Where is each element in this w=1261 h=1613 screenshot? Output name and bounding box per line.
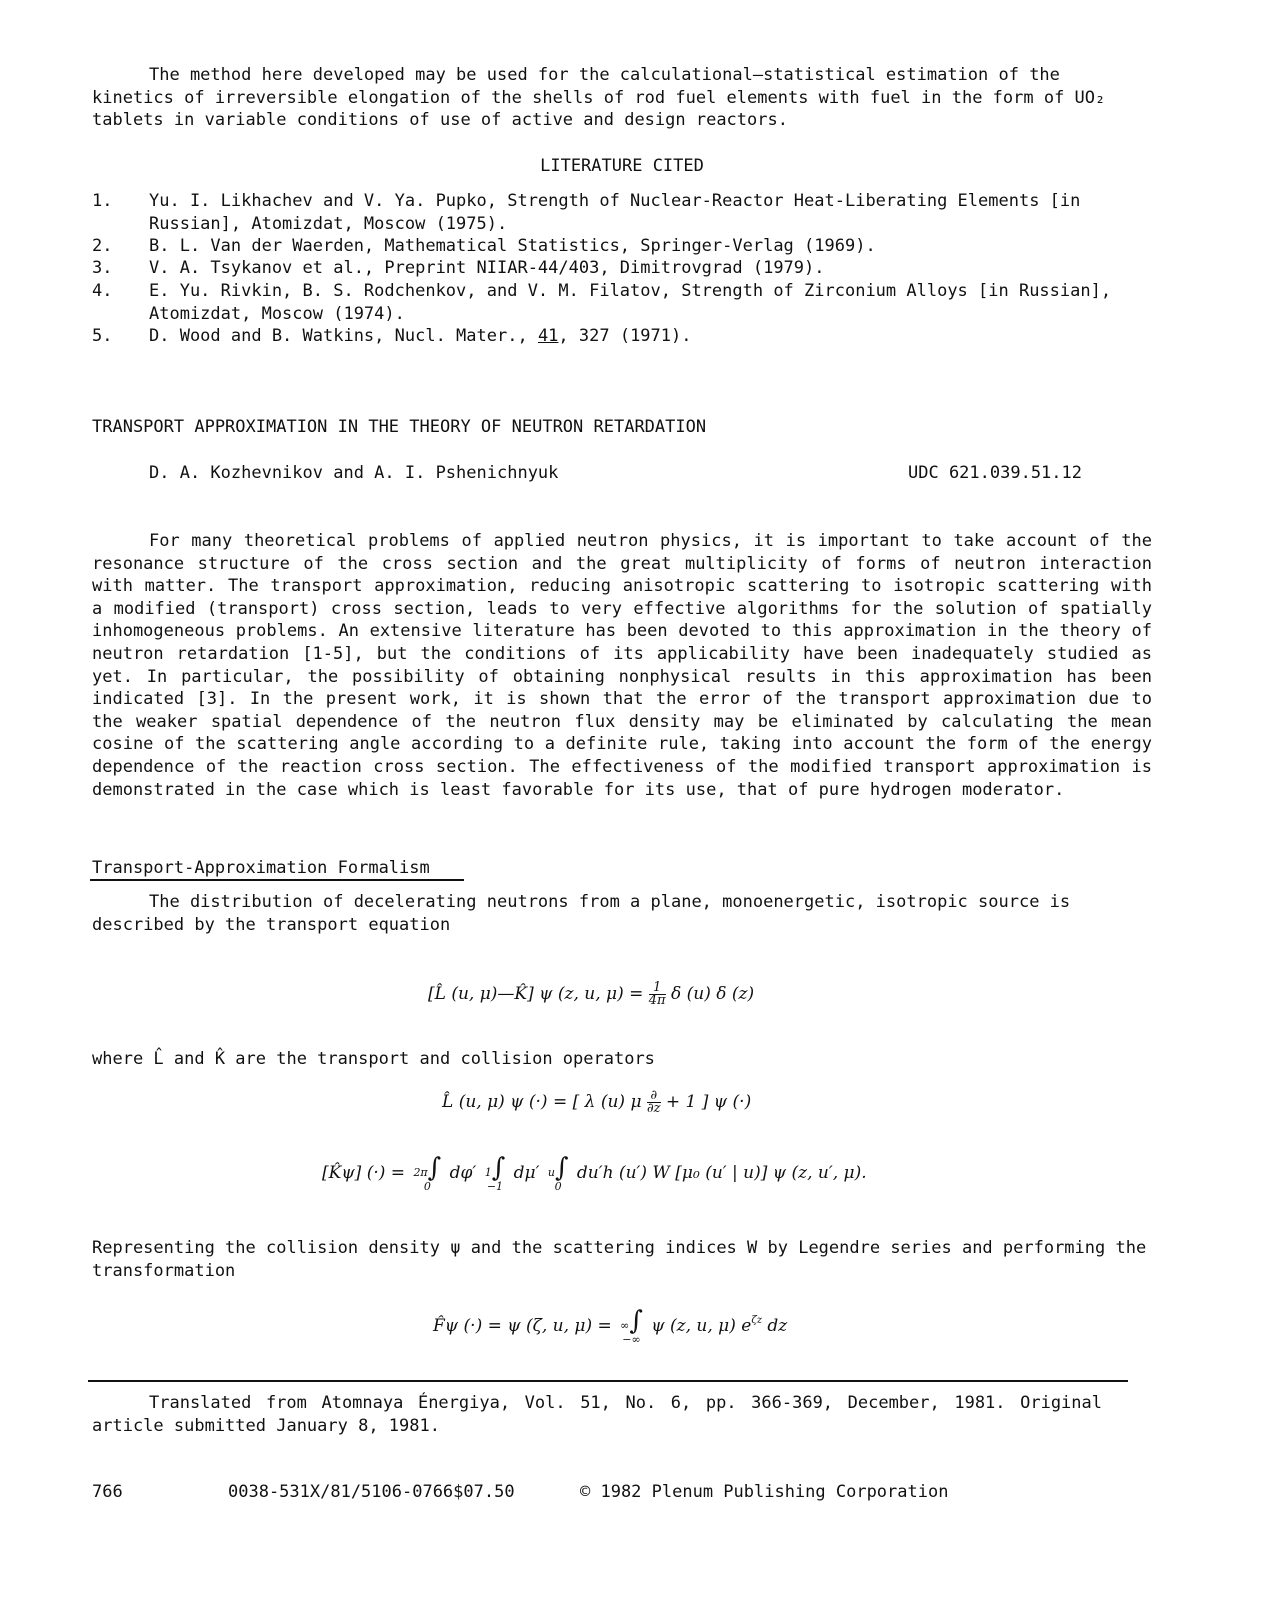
reference-volume: 41 [537,326,559,346]
integral-z: ∞∫ −∞ [620,1306,643,1346]
udc-code: UDC 621.039.51.12 [908,463,1082,483]
paragraph-operators: where L̂ and K̂ are the transport and collision operators [92,1049,655,1069]
reference-text: B. L. Van der Waerden, Mathematical Statistics, Springer-Verlag (1969). [149,236,876,256]
copyright: © 1982 Plenum Publishing Corporation [580,1482,949,1502]
paragraph-transport-equation: The distribution of decelerating neutrons from a plane, monoenergetic, isotropic source is described by the transport equation [92,892,1071,935]
reference-number: 4. [92,281,113,301]
reference-number: 5. [92,326,113,346]
article-code: 0038-531X/81/5106-0766$07.50 [228,1482,515,1502]
section-heading: Transport-Approximation Formalism [92,858,430,878]
reference-number: 3. [92,258,113,278]
footnote-rule [88,1380,1128,1382]
integral-phi: 2π∫ 0 [413,1153,442,1193]
reference-number: 2. [92,236,113,256]
integral-u: u∫ 0 [547,1153,569,1193]
fraction: $\frac{1}{4\pi}$ [648,980,666,1008]
page-number: 766 [92,1482,123,1502]
translation-note: Translated from Atomnaya Énergiya, Vol. 51, No. 6, pp. 366-369, December, 1981. Original article submitted January 8, 1981. [92,1393,1102,1436]
reference-text: D. Wood and B. Watkins, Nucl. Mater., 41, 327 (1971). [149,326,692,346]
reference-text: V. A. Tsykanov et al., Preprint NIIAR-44/403, Dimitrovgrad (1979). [149,258,825,278]
equation-collision-operator: [K̂ψ] (·) = 2π∫ 0 dφ′ 1∫ −1 dμ′ u∫ 0 du′h (u′) W [μ₀ (u′ | u)] ψ (z, u′, μ). [322,1153,867,1193]
intro-paragraph: The method here developed may be used for the calculational—statistical estimation of the kinetics of irreversible elongation of the shells of rod fuel elements with fuel in the form of UO₂ tablets in variable conditions of use of active and design reactors. [92,65,1106,131]
article-authors: D. A. Kozhevnikov and A. I. Pshenichnyuk [149,463,559,483]
paragraph-legendre: Representing the collision density ψ and the scattering indices W by Legendre series and performing the transformation [92,1238,1147,1281]
reference-text: E. Yu. Rivkin, B. S. Rodchenkov, and V. M. Filatov, Strength of Zirconium Alloys [in Russian], Atomizdat, Moscow (1974). [149,281,1112,324]
equation-transport-operator: L̂ (u, μ) ψ (·) = [ λ (u) μ $\frac{\partial}{\partial z}$ + 1 ] ψ (·) [442,1088,752,1116]
equation-transport: [L̂ (u, μ)—K̂] ψ (z, u, μ) = $\frac{1}{4\pi}$ δ (u) δ (z) [428,980,755,1008]
abstract-paragraph: For many theoretical problems of applied neutron physics, it is important to take account of the resonance structure of the cross section and the great multiplicity of forms of neutron interaction with matter. The transport approximation, reducing anisotropic scattering to isotropic scattering with a modified (transport) cross section, leads to very effective algorithms for the solution of spatially inhomogeneous problems. An extensive literature has been devoted to this approximation in the theory of neutron retardation [1-5], but the conditions of its applicability have been inadequately studied as yet. In particular, the possibility of obtaining nonphysical results in this approximation has been indicated [3]. In the present work, it is shown that the error of the transport approximation due to the weaker spatial dependence of the neutron flux density may be eliminated by calculating the mean cosine of the scattering angle according to a definite rule, taking into account the form of the energy dependence of the reaction cross section. The effectiveness of the modified transport approximation is demonstrated in the case which is least favorable for its use, that of pure hydrogen moderator. [92,531,1152,800]
article-title: TRANSPORT APPROXIMATION IN THE THEORY OF NEUTRON RETARDATION [92,417,707,437]
fraction: $\frac{\partial}{\partial z}$ [646,1088,661,1116]
equation-fourier-transform: F̂ψ (·) = ψ (ζ, u, μ) = ∞∫ −∞ ψ (z, u, μ) $e^{\zeta z}$ dz [433,1306,788,1346]
integral-mu: 1∫ −1 [484,1153,506,1193]
reference-number: 1. [92,191,113,211]
section-heading-underline [90,879,464,881]
reference-text: Yu. I. Likhachev and V. Ya. Pupko, Strength of Nuclear-Reactor Heat-Liberating Elements [in Russian], Atomizdat, Moscow (1975). [149,191,1081,234]
literature-heading: LITERATURE CITED [540,156,704,176]
